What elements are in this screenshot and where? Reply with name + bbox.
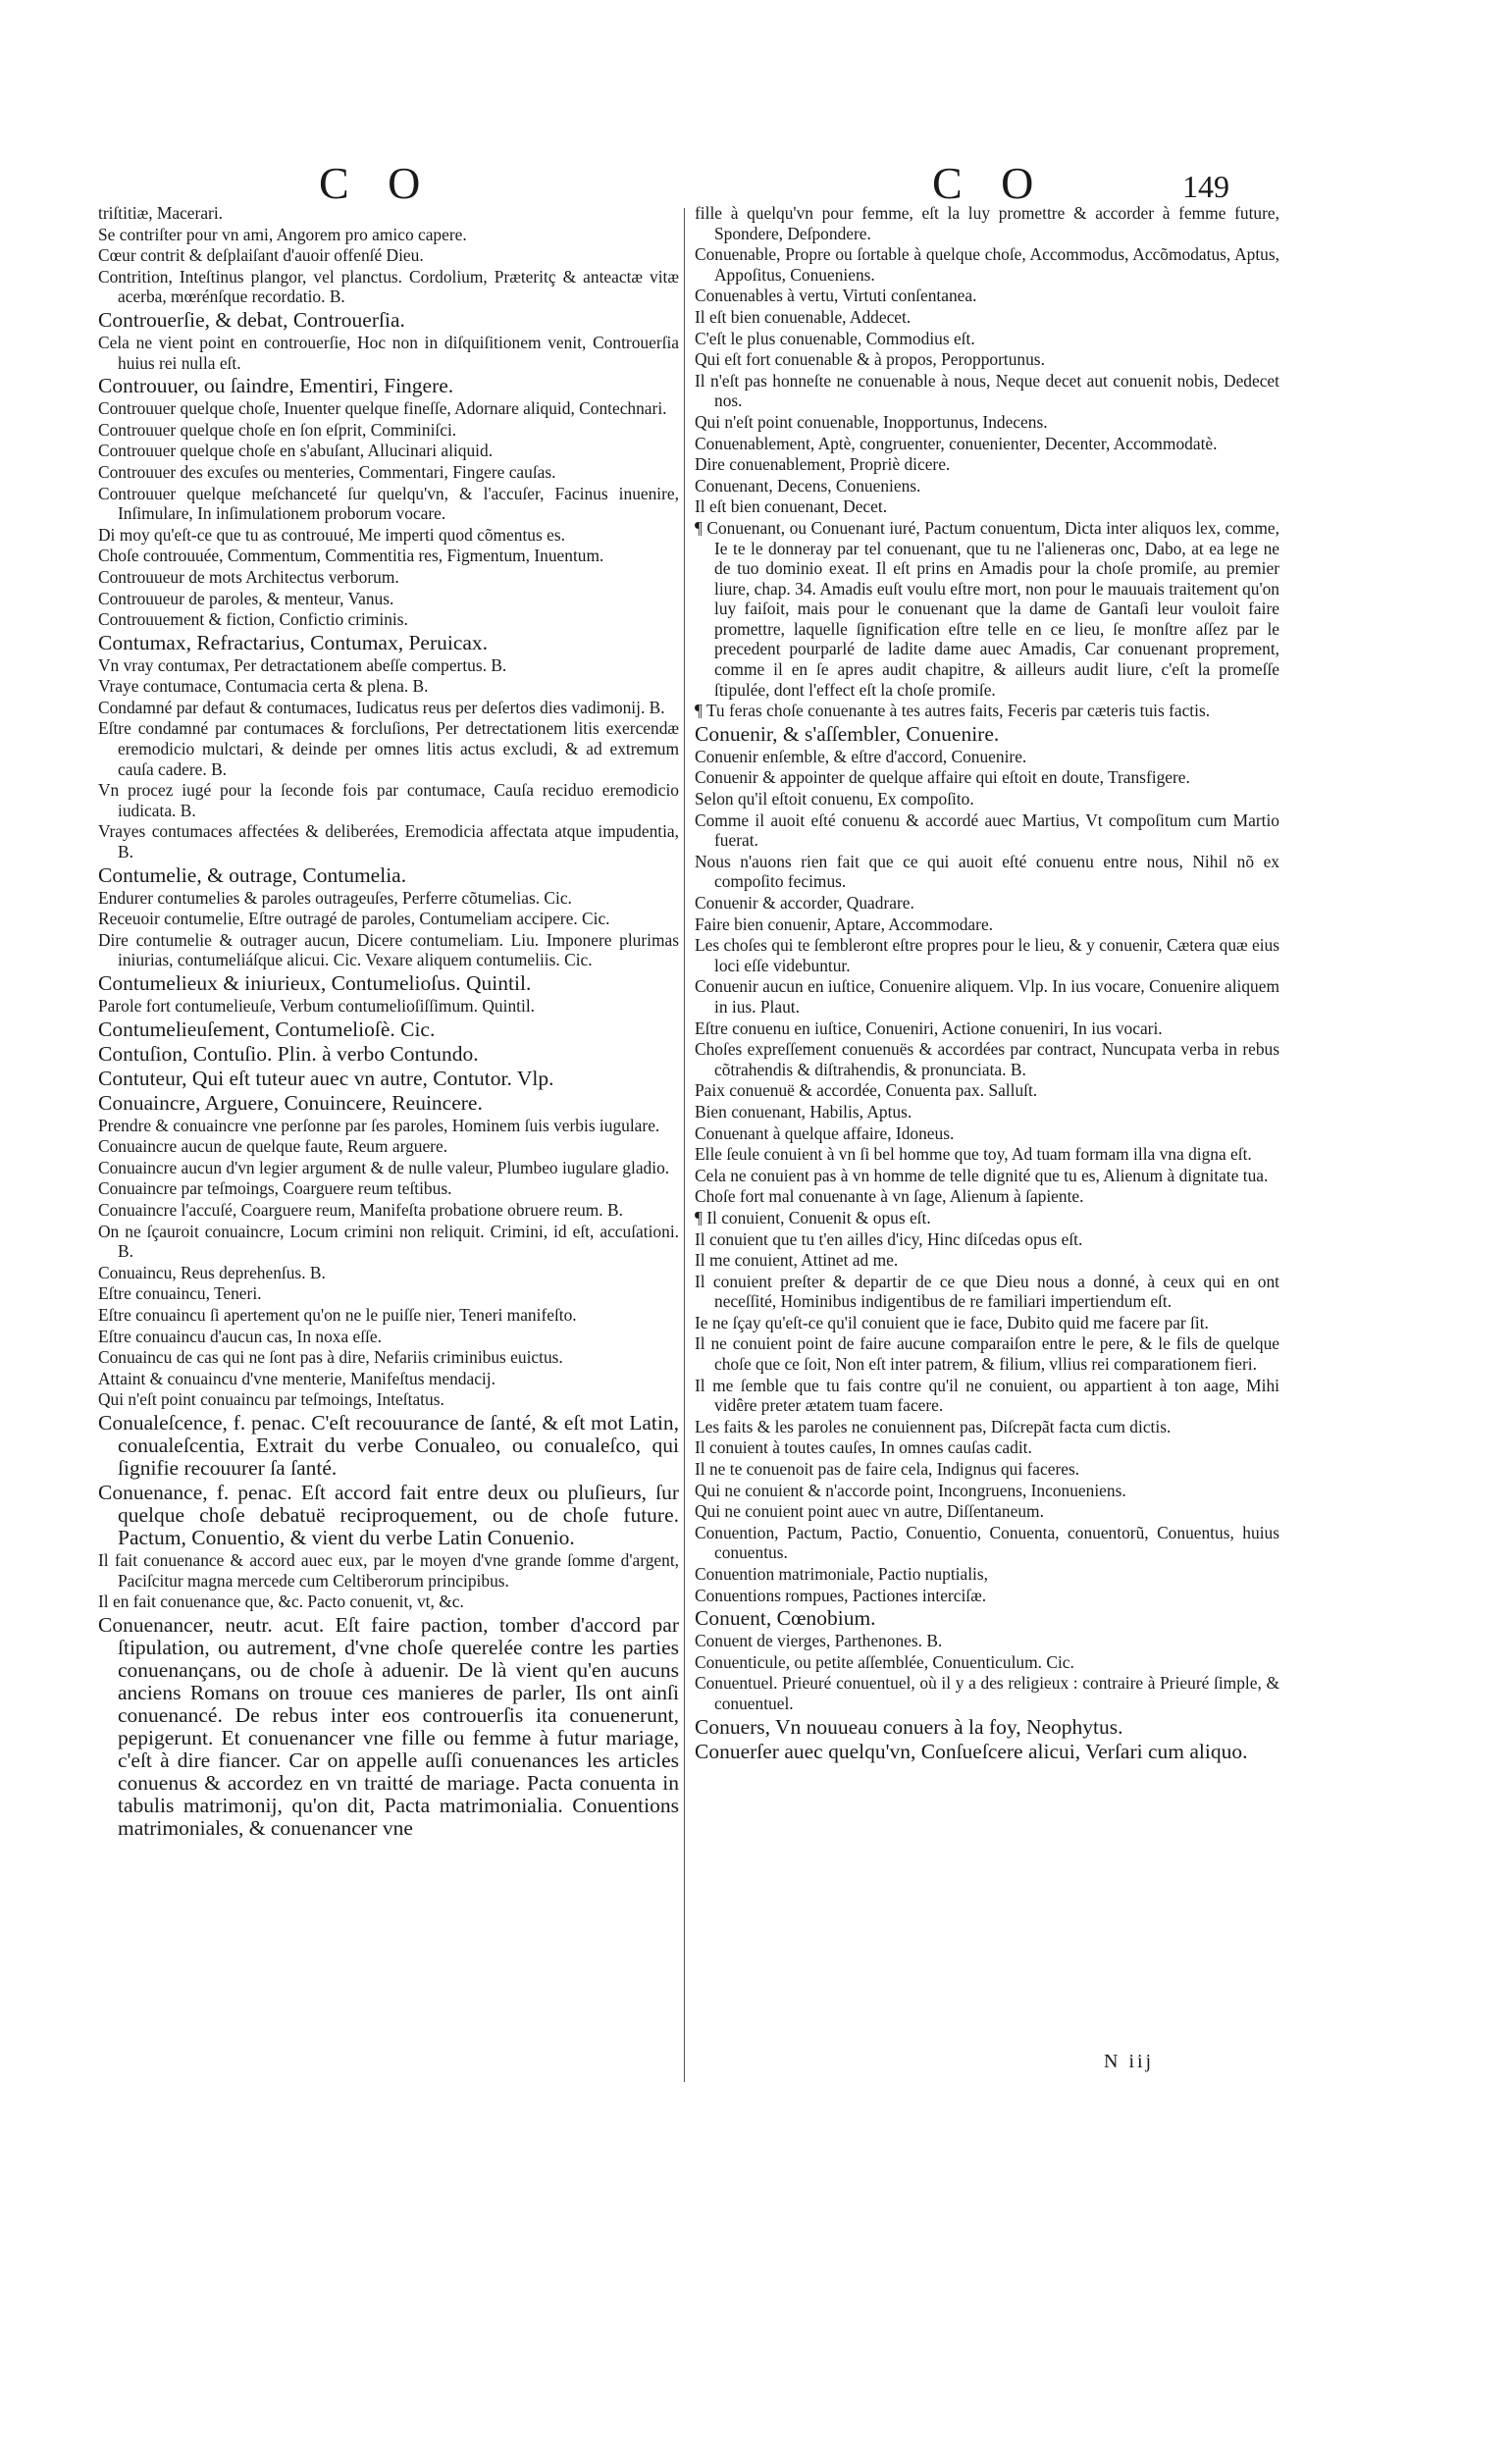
dictionary-entry: Controuuement & fiction, Confictio criminis. bbox=[98, 609, 408, 630]
dictionary-entry: Conuaincre aucun de quelque faute, Reum arguere. bbox=[98, 1136, 448, 1157]
dictionary-entry: Vrayes contumaces affectées & deliberées, Eremodicia affectata atque impudentia, B. bbox=[98, 821, 679, 862]
dictionary-entry: Conuenant, Decens, Conueniens. bbox=[695, 475, 921, 496]
dictionary-entry: Eſtre conuaincu, Teneri. bbox=[98, 1283, 262, 1304]
dictionary-entry: Controuuer quelque choſe en s'abuſant, Allucinari aliquid. bbox=[98, 441, 494, 461]
dictionary-entry: Choſe fort mal conuenante à vn ſage, Alienum à ſapiente. bbox=[695, 1186, 1084, 1207]
dictionary-entry: fille à quelqu'vn pour femme, eſt la luy promettre & accorder à femme future, Spondere, Deſpondere. bbox=[695, 203, 1279, 243]
dictionary-entry: Qui n'eſt point conuenable, Inopportunus, Indecens. bbox=[695, 411, 1048, 432]
dictionary-entry: Controuuer quelque meſchanceté ſur quelqu'vn, & l'accuſer, Facinus inuenire, Inſimulare, In inſimulationem proborum vocare. bbox=[98, 483, 679, 524]
dictionary-entry: Contuteur, Qui eſt tuteur auec vn autre, Contutor. Vlp. bbox=[98, 1066, 554, 1090]
dictionary-entry: Conuaincre l'accuſé, Coarguere reum, Manifeſta probatione obruere reum. B. bbox=[98, 1199, 623, 1220]
dictionary-entry: ¶ Conuenant, ou Conuenant iuré, Pactum conuentum, Dicta inter aliquos lex, comme, Ie te le donneray par tel conuenant, que tu ne l'alieneras onc, Dabo, at ea lege ne de tuo dominio exeat. Il eſt prins en Amadis pour la choſe promiſe, au premier liure, chap. 34. Amadis euſt voulu eſtre mort, non pour le mauuais traitement qu'on luy faiſoit, mais pour le conuenant que la dame de Gantaſi leur vouloit faire promettre, laquelle ſignification eſtre telle en ce lieu, ſe monſtre aſſez par le precedent pourparlé de ladite dame auec Amadis, Car conuenant proprement, comme il en ſe apres audit chapitre, & ailleurs audit liure, c'eſt la promeſſe ſtipulée, dont l'effect eſt la choſe promiſe. bbox=[695, 517, 1279, 700]
right-column bbox=[695, 203, 1279, 1764]
dictionary-entry: Controuuer quelque choſe en ſon eſprit, Comminiſci. bbox=[98, 419, 457, 440]
dictionary-entry: Ie ne ſçay qu'eſt-ce qu'il conuient que ie face, Dubito quid me facere par ſit. bbox=[695, 1312, 1209, 1332]
dictionary-entry: Conuenticule, ou petite aſſemblée, Conuenticulum. Cic. bbox=[695, 1651, 1074, 1672]
dictionary-entry: Bien conuenant, Habilis, Aptus. bbox=[695, 1101, 912, 1122]
dictionary-entry: Vraye contumace, Contumacia certa & plena. B. bbox=[98, 676, 429, 697]
dictionary-entry: Conuaincu, Reus deprehenſus. B. bbox=[98, 1262, 326, 1282]
dictionary-entry: Conuenant à quelque affaire, Idoneus. bbox=[695, 1122, 955, 1143]
dictionary-entry: Conuenir, & s'aſſembler, Conuenire. bbox=[695, 721, 1000, 746]
dictionary-entry: Cœur contrit & deſplaiſant d'auoir offenſé Dieu. bbox=[98, 245, 424, 266]
dictionary-entry: Conuers, Vn nouueau conuers à la foy, Neophytus. bbox=[695, 1714, 1123, 1739]
dictionary-entry: ¶ Il conuient, Conuenit & opus eſt. bbox=[695, 1207, 931, 1227]
dictionary-entry: Il n'eſt pas honneſte ne conuenable à nous, Neque decet aut conuenit nobis, Dedecet nos. bbox=[695, 370, 1279, 411]
dictionary-entry: Faire bien conuenir, Aptare, Accommodare. bbox=[695, 913, 994, 934]
dictionary-entry: Qui ne conuient & n'accorde point, Incongruens, Inconueniens. bbox=[695, 1480, 1126, 1500]
dictionary-entry: Choſes expreſſement conuenuës & accordées par contract, Nuncupata verba in rebus cõtrahendis & diſtrahendis, & pronunciata. B. bbox=[695, 1039, 1279, 1079]
dictionary-entry: Conuaincre aucun d'vn legier argument & de nulle valeur, Plumbeo iugulare gladio. bbox=[98, 1157, 670, 1177]
left-column bbox=[98, 203, 679, 1841]
dictionary-entry: Conuenable, Propre ou ſortable à quelque choſe, Accommodus, Accõmodatus, Aptus, Appoſitus, Conueniens. bbox=[695, 244, 1279, 285]
column-divider bbox=[684, 208, 685, 2082]
dictionary-entry: Controuuer quelque choſe, Inuenter quelque fineſſe, Adornare aliquid, Contechnari. bbox=[98, 398, 667, 419]
dictionary-entry: Conuaincre, Arguere, Conuincere, Reuincere. bbox=[98, 1090, 483, 1115]
dictionary-entry: Conuenir aucun en iuſtice, Conuenire aliquem. Vlp. In ius vocare, Conuenire aliquem in ius. Plaut. bbox=[695, 976, 1279, 1017]
dictionary-entry: Eſtre conuenu en iuſtice, Conueniri, Actione conueniri, In ius vocari. bbox=[695, 1018, 1163, 1038]
dictionary-entry: Conuenir & appointer de quelque affaire qui eſtoit en doute, Transfigere. bbox=[695, 767, 1190, 788]
dictionary-entry: Nous n'auons rien fait que ce qui auoit eſté conuenu entre nous, Nihil nõ ex compoſito fecimus. bbox=[695, 851, 1279, 892]
dictionary-entry: Contumelieuſement, Contumelioſè. Cic. bbox=[98, 1017, 436, 1041]
dictionary-entry: Conuentuel. Prieuré conuentuel, où il y a des religieux : contraire à Prieuré ſimple, & conuentuel. bbox=[695, 1673, 1279, 1713]
running-head-right: C O bbox=[932, 158, 1048, 208]
dictionary-entry: Controuueur de mots Architectus verborum. bbox=[98, 566, 399, 587]
dictionary-entry: Endurer contumelies & paroles outrageuſes, Perferre cõtumelias. Cic. bbox=[98, 887, 572, 908]
dictionary-entry: C'eſt le plus conuenable, Commodius eſt. bbox=[695, 328, 975, 348]
dictionary-entry: Conuent de vierges, Parthenones. B. bbox=[695, 1631, 943, 1651]
signature-mark: N iij bbox=[1104, 2051, 1155, 2072]
dictionary-entry: Il conuient à toutes cauſes, In omnes cauſas cadit. bbox=[695, 1437, 1032, 1458]
dictionary-entry: Eſtre conuaincu d'aucun cas, In noxa eſſe. bbox=[98, 1326, 382, 1346]
dictionary-entry: Conuentions rompues, Pactiones interciſæ. bbox=[695, 1585, 987, 1605]
dictionary-entry: Controuerſie, & debat, Controuerſia. bbox=[98, 307, 405, 332]
dictionary-entry: Contrition, Inteſtinus plangor, vel planctus. Cordolium, Præteritç & anteactæ vitæ acerba, mœrénſque recordatio. B. bbox=[98, 266, 679, 307]
dictionary-entry: Les faits & les paroles ne conuiennent pas, Diſcrepãt facta cum dictis. bbox=[695, 1416, 1172, 1436]
dictionary-entry: Elle ſeule conuient à vn ſi bel homme que toy, Ad tuam formam illa vna digna eſt. bbox=[695, 1144, 1252, 1165]
dictionary-entry: Il en fait conuenance que, &c. Pacto conuenit, vt, &c. bbox=[98, 1592, 464, 1612]
dictionary-entry: Conuent, Cœnobium. bbox=[695, 1606, 876, 1631]
dictionary-entry: Il eſt bien conuenable, Addecet. bbox=[695, 306, 912, 327]
dictionary-entry: Contumax, Refractarius, Contumax, Peruicax. bbox=[98, 630, 489, 654]
dictionary-entry: Conuenancer, neutr. acut. Eſt faire paction, tomber d'accord par ſtipulation, ou autrement, d'vne choſe querelée contre les parties conuenançans, ou de choſe à aduenir. De là vient qu'en aucuns anciens Romans on trouue ces manieres de parler, Ils ont ainſi conuenancé. De rebus inter eos controuerſis ita conuenerunt, pepigerunt. Et conuenancer vne fille ou femme à futur mariage, c'eſt à dire fiancer. Car on appelle auſſi conuenances les articles conuenus & accordez en vn traitté de mariage. Pacta conuenta in tabulis matrimonij, qu'on dit, Pacta matrimonialia. Conuentions matrimoniales, & conuenancer vne bbox=[98, 1612, 679, 1840]
dictionary-entry: Contumelie, & outrage, Contumelia. bbox=[98, 862, 407, 887]
dictionary-entry: Vn procez iugé pour la ſeconde fois par contumace, Cauſa reciduo eremodicio iudicata. B. bbox=[98, 780, 679, 820]
dictionary-entry: Qui eſt fort conuenable & à propos, Peropportunus. bbox=[695, 349, 1045, 370]
dictionary-entry: Choſe controuuée, Commentum, Commentitia res, Figmentum, Inuentum. bbox=[98, 546, 604, 566]
dictionary-entry: Conuenance, f. penac. Eſt accord fait entre deux ou pluſieurs, ſur quelque choſe debatuë reciproquement, ou de choſe future. Pactum, Conuentio, & vient du verbe Latin Conuenio. bbox=[98, 1480, 679, 1549]
dictionary-entry: Controuuer des excuſes ou menteries, Commentari, Fingere cauſas. bbox=[98, 461, 556, 482]
dictionary-entry: Receuoir contumelie, Eſtre outragé de paroles, Contumeliam accipere. Cic. bbox=[98, 909, 610, 929]
dictionary-entry: Il conuient preſter & departir de ce que Dieu nous a donné, à ceux qui en ont neceſſité, Hominibus indigentibus de re familiari impertiendum eſt. bbox=[695, 1271, 1279, 1312]
dictionary-entry: Contuſion, Contuſio. Plin. à verbo Contundo. bbox=[98, 1041, 479, 1066]
dictionary-entry: Conuenablement, Aptè, congruenter, conuenienter, Decenter, Accommodatè. bbox=[695, 433, 1218, 453]
dictionary-entry: Conuenables à vertu, Virtuti conſentanea. bbox=[695, 286, 977, 306]
dictionary-entry: ¶ Tu feras choſe conuenante à tes autres faits, Feceris par cæteris tuis factis. bbox=[695, 701, 1211, 721]
page-number: 149 bbox=[1182, 169, 1229, 204]
dictionary-entry: Il me conuient, Attinet ad me. bbox=[695, 1250, 899, 1271]
dictionary-entry: Cela ne conuient pas à vn homme de telle dignité que tu es, Alienum à dignitate tua. bbox=[695, 1165, 1269, 1185]
dictionary-entry: Eſtre condamné par contumaces & forcluſions, Per detrectationem litis exercendæ eremodicio mulctari, & deinde per omnes litis actus excludi, & ad extremum cauſa cadere. B. bbox=[98, 718, 679, 779]
dictionary-entry: triſtitiæ, Macerari. bbox=[98, 203, 224, 223]
dictionary-entry: Il ne conuient point de faire aucune comparaiſon entre le pere, & le fils de quelque choſe que ce ſoit, Non eſt inter patrem, & filium, vllius rei comparationem fieri. bbox=[695, 1333, 1279, 1375]
dictionary-entry: Di moy qu'eſt-ce que tu as controuué, Me imperti quod cõmentus es. bbox=[98, 524, 565, 545]
dictionary-entry: Conuaincre par teſmoings, Coarguere reum teſtibus. bbox=[98, 1178, 452, 1199]
dictionary-entry: Vn vray contumax, Per detractationem abeſſe compertus. B. bbox=[98, 654, 507, 675]
dictionary-entry: Il me ſemble que tu fais contre qu'il ne conuient, ou appartient à ton aage, Mihi vidêre preter ætatem tuam facere. bbox=[695, 1375, 1279, 1416]
dictionary-entry: Il conuient que tu t'en ailles d'icy, Hinc diſcedas opus eſt. bbox=[695, 1228, 1083, 1249]
dictionary-entry: Se contriſter pour vn ami, Angorem pro amico capere. bbox=[98, 224, 467, 244]
dictionary-entry: Conuenir & accorder, Quadrare. bbox=[695, 893, 914, 913]
dictionary-entry: On ne ſçauroit conuaincre, Locum crimini non reliquit. Crimini, id eſt, accuſationi. B. bbox=[98, 1221, 679, 1262]
dictionary-entry: Dire conuenablement, Propriè dicere. bbox=[695, 454, 951, 475]
dictionary-entry: Selon qu'il eſtoit conuenu, Ex compoſito. bbox=[695, 789, 974, 809]
dictionary-entry: Prendre & conuaincre vne perſonne par ſes paroles, Hominem ſuis verbis iugulare. bbox=[98, 1115, 660, 1135]
dictionary-entry: Paix conuenuë & accordée, Conuenta pax. Salluſt. bbox=[695, 1080, 1038, 1101]
dictionary-entry: Conuaincu de cas qui ne ſont pas à dire, Nefariis criminibus euictus. bbox=[98, 1347, 563, 1368]
dictionary-entry: Qui n'eſt point conuaincu par teſmoings, Inteſtatus. bbox=[98, 1389, 444, 1410]
dictionary-entry: Controuuer, ou ſaindre, Ementiri, Fingere. bbox=[98, 374, 454, 398]
dictionary-entry: Il ne te conuenoit pas de faire cela, Indignus qui faceres. bbox=[695, 1459, 1080, 1480]
dictionary-entry: Qui ne conuient point auec vn autre, Diſſentaneum. bbox=[695, 1501, 1044, 1522]
dictionary-entry: Il eſt bien conuenant, Decet. bbox=[695, 496, 888, 517]
dictionary-entry: Eſtre conuaincu ſi apertement qu'on ne le puiſſe nier, Teneri manifeſto. bbox=[98, 1304, 577, 1325]
dictionary-entry: Contumelieux & iniurieux, Contumelioſus. Quintil. bbox=[98, 971, 532, 995]
dictionary-entry: Conuention matrimoniale, Pactio nuptialis, bbox=[695, 1564, 988, 1584]
dictionary-entry: Condamné par defaut & contumaces, Iudicatus reus per deſertos dies vadimonij. B. bbox=[98, 697, 665, 717]
dictionary-entry: Conuenir enſemble, & eſtre d'accord, Conuenire. bbox=[695, 746, 1027, 766]
dictionary-entry: Cela ne vient point en controuerſie, Hoc non in diſquiſitionem venit, Controuerſia huius rei nulla eſt. bbox=[98, 332, 679, 373]
dictionary-entry: Attaint & conuaincu d'vne menterie, Manifeſtus mendacij. bbox=[98, 1368, 495, 1388]
running-head-left: C O bbox=[319, 158, 435, 208]
dictionary-entry: Controuueur de paroles, & menteur, Vanus. bbox=[98, 588, 394, 608]
dictionary-entry: Les choſes qui te ſembleront eſtre propres pour le lieu, & y conuenir, Cætera quæ eius loci eſſe videbuntur. bbox=[695, 935, 1279, 975]
dictionary-entry: Dire contumelie & outrager aucun, Dicere contumeliam. Liu. Imponere plurimas iniurias, contumeliáſque alicui. Cic. Vexare aliquem contumeliis. Cic. bbox=[98, 929, 679, 970]
dictionary-entry: Comme il auoit eſté conuenu & accordé auec Martius, Vt compoſitum cum Martio fuerat. bbox=[695, 809, 1279, 851]
dictionary-entry: Conuention, Pactum, Pactio, Conuentio, Conuenta, conuentorũ, Conuentus, huius conuentus. bbox=[695, 1522, 1279, 1563]
dictionary-entry: Il fait conuenance & accord auec eux, par le moyen d'vne grande ſomme d'argent, Paciſcitur magna mercede cum Celtiberorum principibus. bbox=[98, 1549, 679, 1591]
dictionary-entry: Conuerſer auec quelqu'vn, Conſueſcere alicui, Verſari cum aliquo. bbox=[695, 1739, 1248, 1763]
dictionary-entry: Conualeſcence, f. penac. C'eſt recouurance de ſanté, & eſt mot Latin, conualeſcentia, Extrait du verbe Conualeo, ou conualeſco, qui ſignifie recouurer ſa ſanté. bbox=[98, 1410, 679, 1480]
dictionary-entry: Parole fort contumelieuſe, Verbum contumelioſiſſimum. Quintil. bbox=[98, 996, 535, 1016]
